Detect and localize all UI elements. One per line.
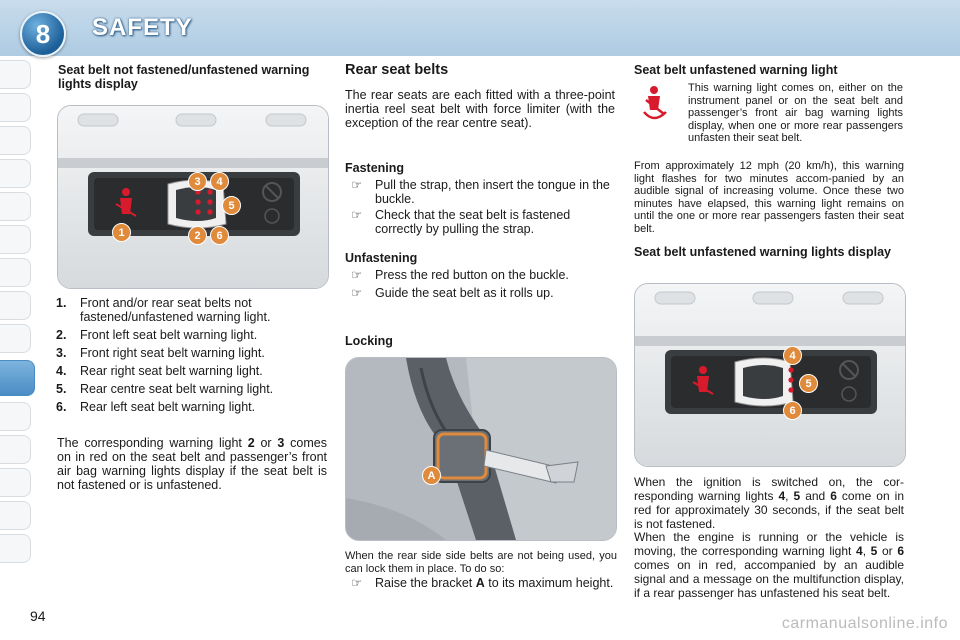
rear-seat-belts-intro: The rear seats are each fitted with a three-point inertia reel seat belt with force limiter (with the exception of the rear centre seat). (345, 88, 615, 130)
list-item: 2. Front left seat belt warning light. (56, 328, 258, 342)
fastening-heading: Fastening (345, 161, 405, 175)
callout-4: 4 (783, 346, 802, 365)
seat-belt-lock-illustration (345, 357, 617, 541)
page-number: 94 (30, 608, 46, 624)
side-tab[interactable] (0, 126, 31, 155)
locking-text: When the rear side side belts are not being used, you can lock them in place. To do so: (345, 550, 617, 575)
list-item: 3. Front right seat belt warning light. (56, 346, 265, 360)
rear-seat-belts-heading: Rear seat belts (345, 62, 449, 78)
side-tab[interactable] (0, 402, 31, 431)
list-item: 4. Rear right seat belt warning light. (56, 364, 263, 378)
side-tab[interactable] (0, 60, 31, 89)
left-heading: Seat belt not fastened/unfastened warning lights display (58, 63, 310, 91)
callout-a: A (422, 466, 441, 485)
list-item: 6. Rear left seat belt warning light. (56, 400, 256, 414)
warning-lights-list (56, 296, 331, 418)
callout-2: 2 (188, 226, 207, 245)
warning-display-drawing (58, 106, 328, 288)
unfastening-step-1: ☞ Press the red button on the buckle. (351, 268, 569, 282)
chapter-side-tabs (0, 60, 32, 570)
side-tab[interactable] (0, 225, 31, 254)
unfastening-step-2: ☞ Guide the seat belt as it rolls up. (351, 286, 554, 300)
right-heading-2: Seat belt unfastened warning lights display (634, 245, 891, 259)
watermark: carmanualsonline.info (781, 615, 948, 632)
locking-step-1: ☞ Raise the bracket A to its maximum height. (351, 576, 614, 590)
callout-4: 4 (210, 172, 229, 191)
side-tab[interactable] (0, 468, 31, 497)
right-heading-1: Seat belt unfastened warning light (634, 63, 838, 77)
callout-6: 6 (783, 401, 802, 420)
side-tab[interactable] (0, 324, 31, 353)
right-paragraph-1: From approximately 12 mph (20 km/h), this warning light flashes for two minutes accom-panied by an audible signal of increasing volume. Once these two minutes have elapsed, this warning light remains on until the one or more rear passengers fasten their seat belt. (634, 160, 904, 235)
chapter-header (0, 0, 960, 56)
side-tab[interactable] (0, 192, 31, 221)
seat-belt-lock-drawing (346, 358, 616, 540)
side-tab[interactable] (0, 291, 31, 320)
list-item: 1. Front and/or rear seat belts not fastened/unfastened warning light. (56, 296, 271, 324)
side-tab[interactable] (0, 501, 31, 530)
side-tab[interactable] (0, 93, 31, 122)
callout-6: 6 (210, 226, 229, 245)
fastening-step-2: ☞ Check that the seat belt is fastened correctly by pulling the strap. (351, 208, 571, 236)
callout-5: 5 (222, 196, 241, 215)
left-paragraph: The corresponding warning light 2 or 3 comes on in red on the seat belt and passenger’s front air bag warning lights display if the seat belt is not fastened or is unfastened. (57, 436, 328, 492)
side-tab[interactable] (0, 159, 31, 188)
chapter-title: SAFETY (92, 14, 193, 41)
rear-warning-display-illustration (634, 283, 906, 467)
unfastening-heading: Unfastening (345, 251, 418, 265)
right-paragraph-2: When the ignition is switched on, the cor-responding warning lights 4, 5 and 6 come on in red for approximately 30 seconds, if the seat belt is not fastened. (634, 475, 904, 531)
callout-1: 1 (112, 223, 131, 242)
side-tab-active[interactable] (0, 360, 35, 396)
chapter-number-badge: 8 (20, 11, 66, 57)
side-tab[interactable] (0, 534, 31, 563)
callout-5: 5 (799, 374, 818, 393)
locking-heading: Locking (345, 334, 393, 348)
warning-display-illustration (57, 105, 329, 289)
callout-3: 3 (188, 172, 207, 191)
seat-belt-warning-icon (636, 84, 676, 124)
right-paragraph-3: When the engine is running or the vehicle is moving, the corresponding warning light 4, 5 or 6 comes on in red, accompanied by an audible signal and a message on the multifunction display, if a rear passenger has unfastened his seat belt. (634, 530, 904, 600)
fastening-step-1: ☞ Pull the strap, then insert the tongue in the buckle. (351, 178, 610, 206)
side-tab[interactable] (0, 435, 31, 464)
side-tab[interactable] (0, 258, 31, 287)
rear-warning-display-drawing (635, 284, 905, 466)
right-intro: This warning light comes on, either on the instrument panel or on the seat belt and passenger’s front air bag warning lights display, when one or more rear passengers unfasten their seat belt. (688, 82, 903, 144)
list-item: 5. Rear centre seat belt warning light. (56, 382, 274, 396)
